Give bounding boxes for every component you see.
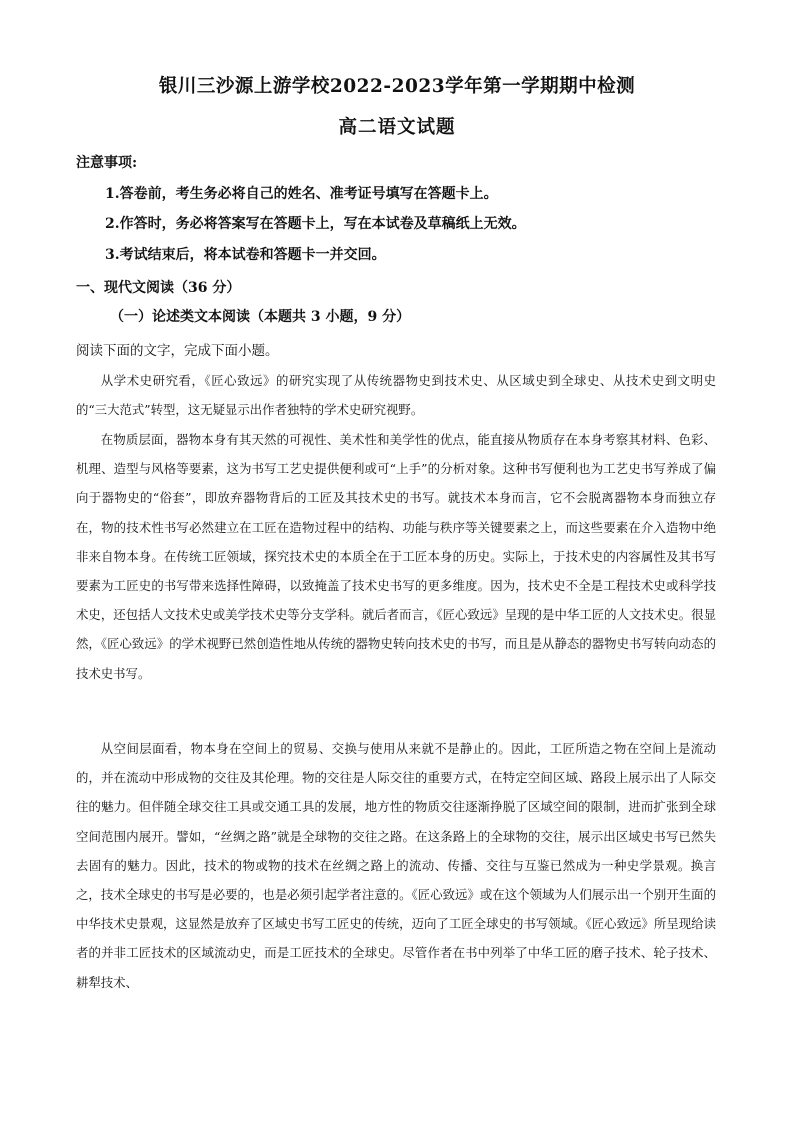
passage-paragraph: 从学术史研究看，《匠心致远》的研究实现了从传统器物史到技术史、从区域史到全球史、从技术史到文明史的“三大范式”转型，这无疑显示出作者独特的学术史研究视野。 <box>76 373 716 418</box>
page-subtitle: 高二语文试题 <box>338 117 456 138</box>
section-subtitle: （一）论述类文本阅读（本题共 3 小题，9 分） <box>110 309 411 325</box>
notice-item: 1.答卷前，考生务必将自己的姓名、准考证号填写在答题卡上。 <box>105 186 498 202</box>
notice-heading: 注意事项: <box>76 155 138 171</box>
notice-item: 2.作答时，务必将答案写在答题卡上，写在本试卷及草稿纸上无效。 <box>105 216 526 232</box>
instruction-text: 阅读下面的文字，完成下面小题。 <box>76 343 279 359</box>
passage-paragraph: 从空间层面看，物本身在空间上的贸易、交换与使用从来就不是静止的。因此，工匠所造之物在空间上是流动的，并在流动中形成物的交往及其伦理。物的交往是人际交往的重要方式，在特定空间区域、路段上展示出了人际交往的魅力。但伴随全球交往工具或交通工具的发展，地方性的物质交往逐渐挣脱了区域空间的限制，进而扩张到全球空间范围内展开。譬如，“丝绸之路”就是全球物的交往之路。在这条路上的全球物的交往，展示出区域史书写已然失去固有的魅力。因此，技术的物或物的技术在丝绸之路上的流动、传播、交往与互鉴已然成为一种史学景观。换言之，技术全球史的书写是必要的，也是必须引起学者注意的。《匠心致远》或在这个领域为人们展示出一个别开生面的中华技术史景观，这显然是放弃了区域史书写工匠史的传统，迈向了工匠全球史的书写领域。《匠心致远》所呈现给读者的并非工匠技术的区域流动史，而是工匠技术的全球史。尽管作者在书中列举了中华工匠的磨子技术、轮子技术、耕犁技术、 <box>76 741 716 990</box>
passage-paragraph: 在物质层面，器物本身有其天然的可视性、美术性和美学性的优点，能直接从物质存在本身考察其材料、色彩、机理、造型与风格等要素，这为书写工艺史提供便利或可“上手”的分析对象。这种书写便利也为工艺史书写养成了偏向于器物史的“俗套”，即放弃器物背后的工匠及其技术史的书写。就技术本身而言，它不会脱离器物本身而独立存在，物的技术性书写必然建立在工匠在造物过程中的结构、功能与秩序等关键要素之上，而这些要素在介入造物中绝非来自物本身。在传统工匠领域，探究技术史的本质全在于工匠本身的历史。实际上，于技术史的内容属性及其书写要素为工匠史的书写带来选择性障碍，以致掩盖了技术史书写的更多维度。因为，技术史不全是工程技术史或科学技术史，还包括人文技术史或美学技术史等分支学科。就后者而言，《匠心致远》呈现的是中华工匠的人文技术史。很显然，《匠心致远》的学术视野已然创造性地从传统的器物史转向技术史的书写，而且是从静态的器物史书写转向动态的技术史书写。 <box>76 432 716 681</box>
section-title: 一、现代文阅读（36 分） <box>76 280 241 296</box>
notice-item: 3.考试结束后，将本试卷和答题卡一并交回。 <box>105 247 386 263</box>
page-title: 银川三沙源上游学校2022-2023学年第一学期期中检测 <box>158 76 636 97</box>
